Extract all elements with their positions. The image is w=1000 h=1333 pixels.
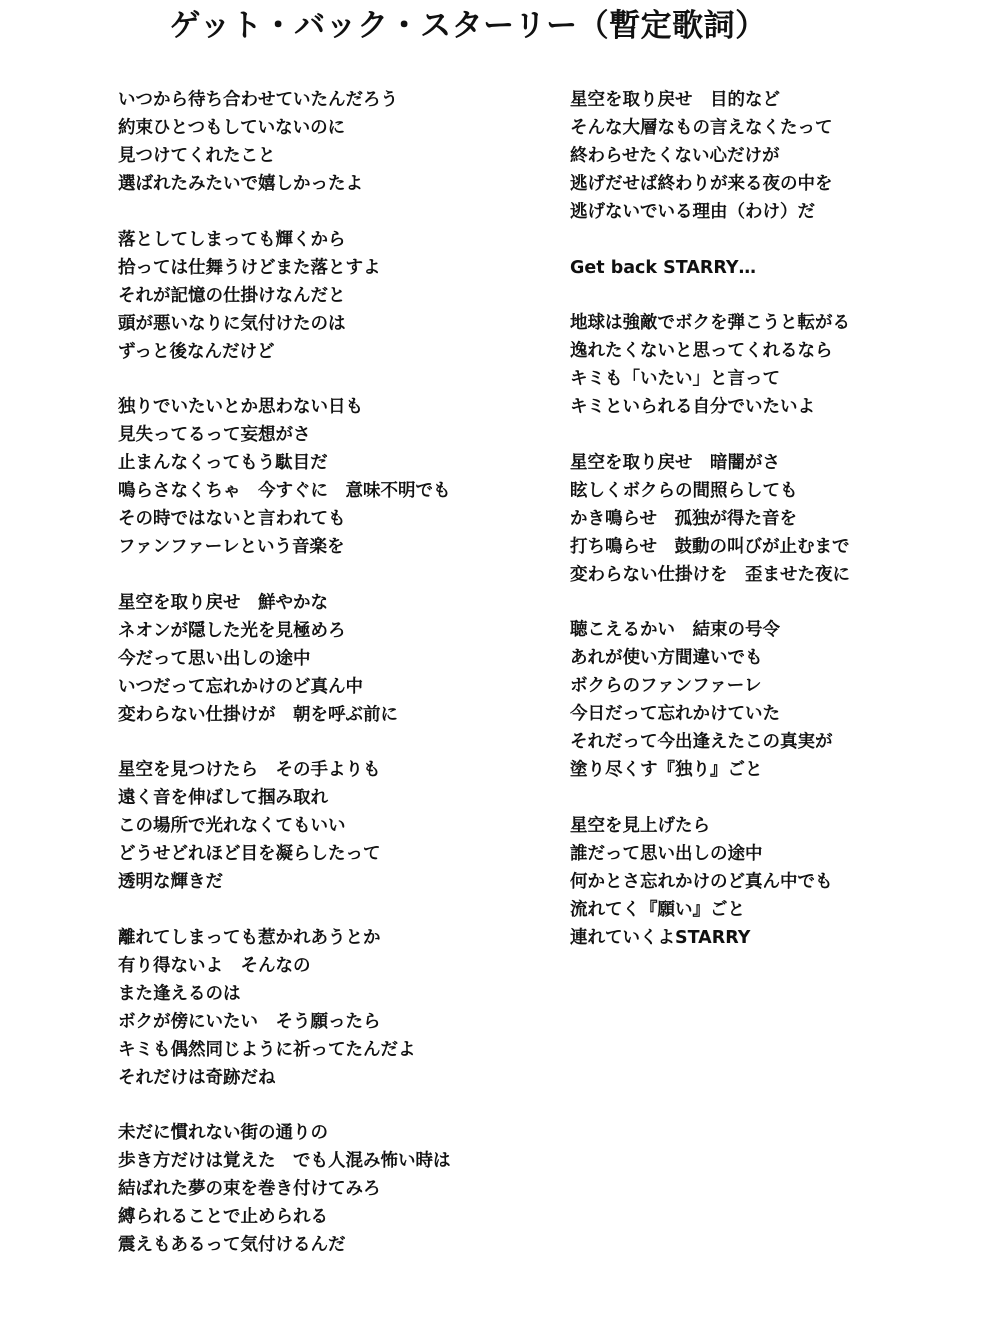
- lyric-line: この場所で光れなくてもいい: [118, 816, 346, 836]
- lyric-line: キミといられる自分でいたいよ: [570, 397, 815, 417]
- lyric-line: 星空を見つけたら その手よりも: [118, 760, 381, 780]
- lyrics-column-right: [570, 86, 980, 979]
- lyric-line: 塗り尽くす『独り』ごと: [570, 760, 763, 780]
- lyrics-column-left: [118, 86, 538, 1287]
- lyric-line: 落としてしまっても輝くから: [118, 229, 346, 250]
- lyric-line: 頭が悪いなりに気付けたのは: [118, 313, 346, 334]
- stanza: [118, 924, 538, 1092]
- lyric-line: 震えもあるって気付けるんだ: [118, 1235, 346, 1255]
- stanza: [570, 616, 980, 784]
- stanza: [570, 449, 980, 589]
- lyric-line: 遠く音を伸ばして掴み取れ: [118, 788, 328, 808]
- lyric-line: そんな大層なもの言えなくたって: [570, 118, 833, 138]
- lyric-line: キミも偶然同じように祈ってたんだよ: [118, 1039, 416, 1060]
- lyric-line: 未だに慣れない街の通りの: [118, 1123, 328, 1143]
- lyric-line: また逢えるのは: [118, 983, 241, 1004]
- lyric-line: 星空を取り戻せ 暗闇がさ: [570, 452, 780, 473]
- lyric-line: 流れてく『願い』ごと: [570, 899, 745, 920]
- lyric-line: ボクが傍にいたい そう願ったら: [118, 1011, 381, 1032]
- lyric-line: 約束ひとつもしていないのに: [118, 118, 346, 138]
- lyric-line: 打ち鳴らせ 鼓動の叫びが止むまで: [570, 536, 850, 557]
- lyric-line: 鳴らさなくちゃ 今すぐに 意味不明でも: [118, 481, 451, 501]
- lyric-line: 地球は強敵でボクを弾こうと転がる: [570, 313, 850, 333]
- lyric-line: その時ではないと言われても: [118, 509, 346, 529]
- lyric-line: ずっと後なんだけど: [118, 341, 275, 362]
- lyric-line: 独りでいたいとか思わない日も: [118, 397, 363, 417]
- lyric-line: Get back STARRY…: [570, 257, 757, 278]
- lyric-line: いつだって忘れかけのど真ん中: [118, 676, 363, 697]
- lyric-line: 星空を見上げたら: [570, 815, 710, 836]
- lyric-line: それだけは奇跡だね: [118, 1067, 276, 1088]
- lyric-line: 今日だって忘れかけていた: [570, 704, 780, 724]
- lyric-line: 変わらない仕掛けを 歪ませた夜に: [570, 564, 850, 585]
- lyric-line: 逃げないでいる理由（わけ）だ: [570, 202, 815, 222]
- stanza: [118, 756, 538, 896]
- lyric-line: 歩き方だけは覚えた でも人混み怖い時は: [118, 1151, 451, 1171]
- lyric-line: 透明な輝きだ: [118, 872, 223, 892]
- lyric-line: 終わらせたくない心だけが: [570, 146, 780, 166]
- stanza: [570, 86, 980, 226]
- lyric-line: 見つけてくれたこと: [118, 146, 276, 166]
- stanza: [118, 393, 538, 561]
- lyric-line: 変わらない仕掛けが 朝を呼ぶ前に: [118, 704, 398, 725]
- lyric-line: かき鳴らせ 孤独が得た音を: [570, 508, 797, 529]
- stanza: [118, 226, 538, 366]
- stanza: [570, 254, 980, 282]
- lyric-line: 聴こえるかい 結束の号令: [570, 620, 780, 640]
- stanza: [118, 86, 538, 198]
- lyric-line: 星空を取り戻せ 目的など: [570, 90, 780, 110]
- lyric-line: どうせどれほど目を凝らしたって: [118, 844, 381, 864]
- lyric-line: ネオンが隠した光を見極めろ: [118, 620, 346, 641]
- lyric-line: 縛られることで止められる: [118, 1207, 328, 1227]
- stanza: [118, 589, 538, 729]
- lyric-line: 結ばれた夢の束を巻き付けてみろ: [118, 1179, 381, 1199]
- lyric-line: 逃げだせば終わりが来る夜の中を: [570, 174, 833, 194]
- lyric-line: 眩しくボクらの間照らしても: [570, 480, 798, 501]
- page-title: ゲット・バック・スターリー（暫定歌詞）: [169, 8, 767, 44]
- lyric-line: 誰だって思い出しの途中: [570, 843, 763, 864]
- lyric-line: 連れていくよSTARRY: [570, 927, 751, 948]
- stanza: [570, 812, 980, 952]
- lyric-line: 星空を取り戻せ 鮮やかな: [118, 592, 328, 613]
- stanza: [118, 1119, 538, 1259]
- lyric-line: 離れてしまっても惹かれあうとか: [118, 927, 381, 948]
- lyric-line: ボクらのファンファーレ: [570, 676, 762, 696]
- lyric-line: いつから待ち合わせていたんだろう: [118, 90, 398, 110]
- lyric-line: 今だって思い出しの途中: [118, 648, 311, 669]
- lyric-line: 有り得ないよ そんなの: [118, 955, 311, 976]
- lyric-line: 見失ってるって妄想がさ: [118, 425, 311, 445]
- lyric-line: 拾っては仕舞うけどまた落とすよ: [118, 257, 381, 278]
- lyric-line: 選ばれたみたいで嬉しかったよ: [118, 174, 363, 194]
- lyric-line: それが記憶の仕掛けなんだと: [118, 285, 346, 306]
- lyric-line: 何かとさ忘れかけのど真ん中でも: [570, 871, 833, 892]
- stanza: [570, 309, 980, 421]
- lyric-line: あれが使い方間違いでも: [570, 648, 763, 668]
- lyric-line: それだって今出逢えたこの真実が: [570, 732, 833, 752]
- lyric-line: ファンファーレという音楽を: [118, 537, 345, 557]
- lyric-line: キミも「いたい」と言って: [570, 369, 780, 389]
- lyric-line: 止まんなくってもう駄目だ: [118, 453, 328, 473]
- lyric-line: 逸れたくないと思ってくれるなら: [570, 341, 833, 361]
